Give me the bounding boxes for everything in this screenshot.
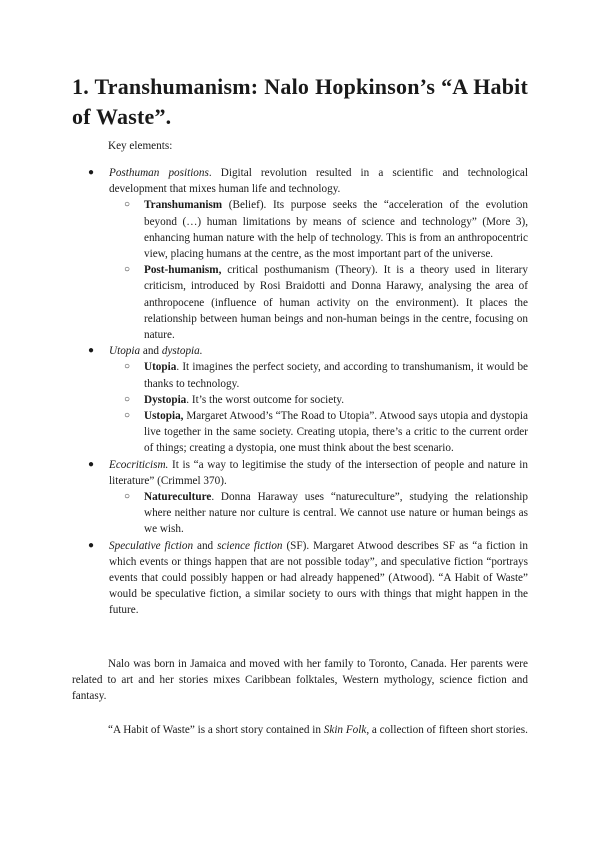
sub-item-natureculture [124,489,528,538]
term-dystopia: dystopia. [161,345,203,358]
book-title: Skin Folk [323,724,367,736]
section-title: 1. Transhumanism: Nalo Hopkinson’s “A Habit of Waste”. [72,74,528,129]
sub-item-text: critical posthumanism (Theory). It is a theory used in literary criticism, introduced by Rosi Braidotti and Donna Harawy, analysing the area of anthropocene (influence of human activity on the environment). It places the relationship between human beings and non-human beings in the centre, focusing on nature. [144,264,528,342]
sub-item-utopia [124,359,528,391]
sub-item-text: (Belief). Its purpose seeks the “acceleration of the evolution beyond (…) human limitations by means of science and technology” (More 3), enhancing human nature with the help of technology. This is from an anthropocentric view, placing humans at the centre, as the most important part of the universe. [144,199,528,261]
term-dystopia-bold: Dystopia [144,393,187,406]
term-posthuman-positions: Posthuman positions [109,167,209,179]
term-transhumanism: Transhumanism [144,199,223,212]
paragraph-text: “A Habit of Waste” is a short story contained in [108,724,324,736]
list-item-utopia-dystopia [88,343,528,359]
sub-item-ustopia [124,408,528,457]
term-ecocriticism: Ecocriticism. [109,458,169,471]
list-item-text: (SF). Margaret Atwood describes SF as “a fiction in which events or things happen that are not possible today”, and speculative fiction “portrays events that could possibly happen or had already happened” (Atwood). “A Habit of Waste” would be speculative fiction, a similar society to ours with things that might happen in the future. [109,539,528,617]
key-elements-label: Key elements: [108,140,173,152]
sub-item-text: . It’s the worst outcome for society. [186,393,345,406]
sub-item-post-humanism [124,262,528,343]
list-item-speculative-fiction [88,538,528,619]
term-utopia-bold: Utopia [144,361,177,374]
connector-text: and [140,345,162,358]
list-item-text: . Digital revolution resulted in a scientific and technological development that mixes human life and technology. [109,167,528,196]
sub-item-text: Margaret Atwood’s “The Road to Utopia”. Atwood says utopia and dystopia live together in the same society. Creating utopia, there’s a critic to the current order of things; creating a dystopia, one must think about the best scenario. [144,410,528,455]
bullet-icon: ● [88,458,95,470]
sub-bullet-icon: ○ [124,199,131,211]
term-ustopia: Ustopia, [144,410,184,423]
sub-item-transhumanism [124,197,528,262]
sub-item-text: . Donna Haraway uses “natureculture”, studying the relationship where neither nature nor culture is central. We cannot use nature or human beings as we wish. [144,491,528,536]
term-utopia: Utopia [109,345,141,358]
list-item-text: It is “a way to legitimise the study of the intersection of people and nature in literature” (Crimmel 370). [109,458,528,487]
sub-item-text: . It imagines the perfect society, and according to transhumanism, it would be thanks to technology. [144,361,528,390]
paragraph-story-context [72,722,528,738]
term-natureculture: Natureculture [144,491,212,504]
term-speculative-fiction: Speculative fiction [109,539,194,552]
term-post-humanism: Post-humanism, [144,264,222,277]
paragraph-author-bio: Nalo was born in Jamaica and moved with her family to Toronto, Canada. Her parents were related to art and her stories mixes Caribbean folktales, Western mythology, science fiction and fantasy. [72,658,528,703]
sub-bullet-icon: ○ [124,361,131,373]
bullet-icon: ● [88,345,95,357]
sub-bullet-icon: ○ [124,393,131,405]
term-science-fiction: science fiction [217,539,283,552]
bullet-icon: ● [88,539,95,551]
sub-bullet-icon: ○ [124,491,131,503]
sub-bullet-icon: ○ [124,264,131,276]
paragraph-text: , a collection of fifteen short stories. [366,724,528,736]
sub-bullet-icon: ○ [124,410,131,422]
bullet-icon: ● [88,167,95,178]
sub-item-dystopia [124,392,528,408]
key-elements-list [88,165,528,619]
list-item-ecocriticism [88,457,528,489]
list-item-posthuman-positions [88,165,528,197]
connector-text: and [193,539,218,552]
